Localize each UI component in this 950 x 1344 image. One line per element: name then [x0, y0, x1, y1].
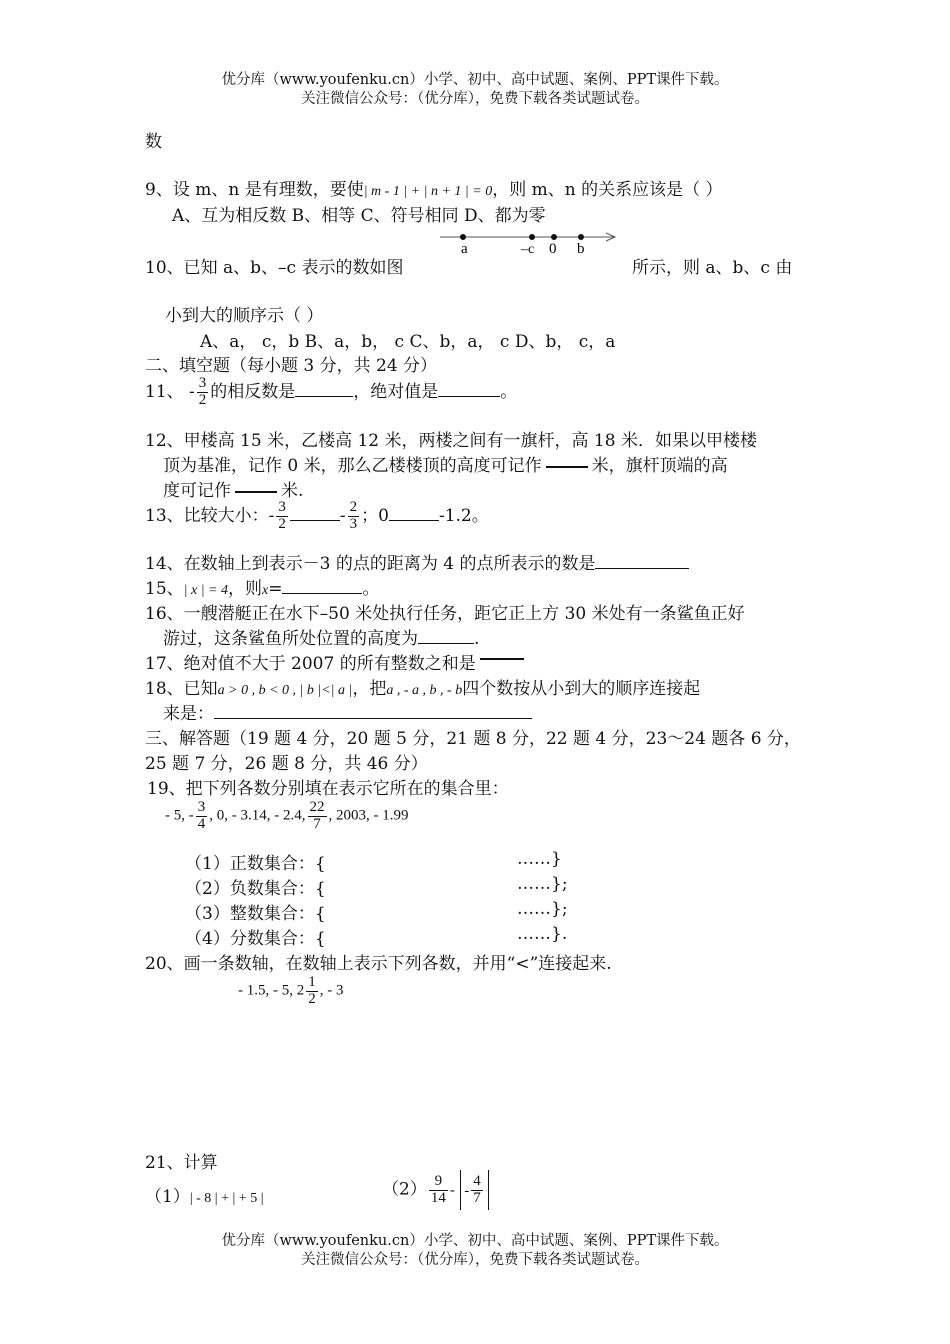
q21-part-2 — [382, 1170, 489, 1210]
section-3-line2: 25 题 7 分，26 题 8 分，共 46 分） — [145, 754, 428, 774]
label-a: a — [461, 241, 468, 257]
q19-numbers-a: - 5, - — [165, 807, 194, 824]
q13-fraction-2 — [348, 500, 360, 533]
q18-line2 — [163, 699, 532, 724]
q8-tail: 数 — [145, 132, 162, 152]
q15-mid: ，则 — [228, 579, 262, 599]
q21-p2-id: 7 — [473, 1190, 481, 1206]
q20-numbers-a: - 1.5, - 5, 2 — [238, 982, 305, 999]
q11-blank-2[interactable] — [438, 396, 500, 397]
q10-options: A、a， c，b B、a，b， c C、b，a， c D、b， c，a — [200, 332, 616, 352]
q19-f1n: 3 — [197, 799, 206, 815]
q18-mid: ，把 — [352, 679, 387, 699]
q20-fraction — [306, 975, 318, 1008]
q10-pre: 10、已知 a、b、–c 表示的数如图 — [145, 258, 404, 278]
q13-mid: - — [339, 505, 346, 526]
question-18 — [145, 674, 700, 699]
question-15 — [145, 574, 379, 599]
q11-num: 3 — [198, 375, 207, 391]
q19-numbers-c: , 2003, - 1.99 — [328, 807, 409, 824]
q16-end: . — [474, 629, 480, 649]
q20-fn: 1 — [308, 974, 316, 990]
q21-p2-n: 9 — [429, 1174, 448, 1191]
q21-p2-minus: - — [449, 1182, 455, 1199]
q11-blank-1[interactable] — [295, 396, 353, 397]
footer-line-2: 关注微信公众号：（优分库），免费下载各类试题试卷。 — [301, 1252, 649, 1268]
q19-set-4-end: ……}. — [517, 924, 568, 944]
footer-line-1: 优分库（www.youfenku.cn）小学、初中、高中试题、案例、PPT课件下载。 — [221, 1233, 729, 1249]
label-zero: 0 — [549, 241, 557, 257]
q13-n2: 2 — [349, 499, 358, 515]
q20-numbers-b: , - 3 — [319, 982, 344, 999]
q13-d1: 2 — [278, 515, 286, 532]
q19-f1d: 4 — [197, 815, 206, 832]
q21-p1-label: （1） — [145, 1187, 190, 1207]
q15-eq: = — [268, 579, 283, 599]
q18-blank[interactable] — [214, 718, 532, 719]
number-line-figure — [438, 225, 618, 257]
q21-part-1 — [145, 1182, 264, 1207]
section-3-line1: 三、解答题（19 题 4 分，20 题 5 分，21 题 8 分，22 题 4 分，23～24 题各 6 分， — [145, 729, 801, 749]
q15-blank[interactable] — [282, 593, 362, 594]
q15-end: 。 — [362, 579, 380, 599]
q13-d2: 3 — [349, 515, 358, 532]
q19-f2d: 7 — [313, 815, 321, 832]
q19-numbers — [165, 800, 409, 833]
q16-blank[interactable] — [418, 643, 474, 644]
q15-expr: | x | = 4 — [183, 583, 228, 598]
q9-post: ，则 m、n 的关系应该是（ ） — [492, 180, 723, 200]
q19-title: 19、把下列各数分别填在表示它所在的集合里： — [147, 779, 509, 799]
q16-line2-text: 游过，这条鲨鱼所处位置的高度为 — [163, 629, 418, 649]
label-b: b — [577, 241, 585, 257]
q18-cond: a > 0 , b < 0 , | b |<| a | — [217, 683, 353, 698]
q21-title: 21、计算 — [145, 1153, 218, 1173]
q11-post: ，绝对值是 — [353, 381, 439, 402]
q18-pre: 18、已知 — [145, 679, 218, 699]
q12-line1: 12、甲楼高 15 米，乙楼高 12 米，两楼之间有一旗杆，高 18 米．如果以甲楼楼 — [145, 431, 757, 451]
q12-blank-1[interactable] — [546, 466, 588, 468]
q13-sep: ；0 — [361, 505, 389, 526]
q14-text: 14、在数轴上到表示－3 的点的距离为 4 的点所表示的数是 — [145, 554, 596, 574]
q21-p2-d: 14 — [430, 1189, 446, 1206]
q19-fraction-1 — [196, 800, 208, 833]
q13-blank-1[interactable] — [290, 520, 340, 521]
q13-fraction-1 — [276, 500, 288, 533]
q12-line2 — [163, 451, 728, 476]
q15-pre: 15、 — [145, 579, 184, 599]
question-17 — [145, 649, 528, 674]
q12-line2a: 顶为基准，记作 0 米，那么乙楼楼顶的高度可记作 — [163, 456, 542, 476]
q12-line3b: 米. — [281, 481, 304, 501]
q19-set-1-end: ……} — [517, 849, 562, 869]
q19-set-3-label: （3）整数集合：{ — [185, 904, 326, 924]
q9-options: A、互为相反数 B、相等 C、符号相同 D、都为零 — [172, 206, 546, 226]
q18-post: 四个数按从小到大的顺序连接起 — [462, 679, 701, 699]
label-neg-c: –c — [521, 242, 535, 257]
q18-nums: a , - a , b , - b — [386, 683, 463, 698]
q20-numbers — [238, 975, 344, 1008]
q19-numbers-b: , 0, - 3.14, - 2.4, — [209, 807, 306, 824]
q21-p2-fraction — [429, 1174, 448, 1207]
point-neg-c — [529, 234, 535, 240]
q16-line1: 16、一艘潜艇正在水下–50 米处执行任务，距它正上方 30 米处有一条鲨鱼正好 — [145, 604, 745, 624]
q19-set-1-label: （1）正数集合：{ — [185, 854, 326, 874]
q9-pre: 9、设 m、n 是有理数，要使 — [145, 180, 364, 200]
question-11 — [145, 376, 517, 409]
q12-blank-2[interactable] — [235, 491, 277, 493]
question-14 — [145, 549, 689, 574]
q10-line2: 小到大的顺序示（ ） — [165, 306, 324, 326]
q16-line2 — [163, 624, 479, 649]
q17-blank[interactable] — [480, 658, 524, 660]
q11-pre: 11、 - — [145, 381, 195, 402]
q11-fraction — [197, 376, 209, 409]
q11-den: 2 — [198, 391, 207, 408]
q9-expr: | m - 1 | + | n + 1 | = 0 — [363, 184, 493, 199]
q10-post: 所示，则 a、b、c 由 — [632, 258, 793, 278]
q14-blank[interactable] — [595, 568, 689, 569]
q19-set-2-label: （2）负数集合：{ — [185, 879, 326, 899]
q21-p2-abs — [460, 1170, 489, 1210]
q15-var: x — [262, 583, 269, 598]
q19-set-4-label: （4）分数集合：{ — [185, 929, 326, 949]
q21-p1-expr: | - 8 | + | + 5 | — [189, 1191, 264, 1206]
q18-line2-text: 来是： — [163, 704, 214, 724]
point-b — [578, 234, 584, 240]
q21-p2-inner-sign: - — [464, 1183, 470, 1199]
q21-p2-in: 4 — [473, 1173, 481, 1190]
q13-pre: 13、比较大小：- — [145, 505, 275, 526]
section-2-title: 二、填空题（每小题 3 分，共 24 分） — [145, 356, 438, 376]
q11-end: 。 — [500, 381, 518, 402]
q12-line3 — [163, 476, 303, 501]
header-line-2: 关注微信公众号：（优分库），免费下载各类试题试卷。 — [301, 91, 649, 107]
point-a — [460, 234, 466, 240]
q12-line3a: 度可记作 — [163, 481, 231, 501]
q11-mid: 的相反数是 — [210, 381, 296, 402]
q19-set-3-end: ……}; — [517, 899, 568, 919]
q19-fraction-2 — [308, 800, 327, 833]
q20-title: 20、画一条数轴，在数轴上表示下列各数，并用“<”连接起来. — [145, 954, 612, 974]
q12-line2b: 米，旗杆顶端的高 — [591, 456, 728, 476]
question-9 — [145, 175, 723, 200]
q20-fd: 2 — [308, 990, 316, 1007]
header-line-1: 优分库（www.youfenku.cn）小学、初中、高中试题、案例、PPT课件下载。 — [221, 72, 729, 88]
q21-p2-inner-fraction — [471, 1174, 483, 1207]
question-13 — [145, 500, 489, 533]
point-zero — [551, 234, 557, 240]
q19-f2n: 22 — [309, 799, 325, 815]
q13-n1: 3 — [278, 499, 286, 515]
q13-blank-2[interactable] — [389, 520, 439, 521]
q17-text: 17、绝对值不大于 2007 的所有整数之和是 — [145, 654, 476, 674]
q13-post: -1.2。 — [438, 505, 489, 526]
q19-set-2-end: ……}; — [517, 874, 568, 894]
q21-p2-label: （2） — [382, 1179, 427, 1200]
